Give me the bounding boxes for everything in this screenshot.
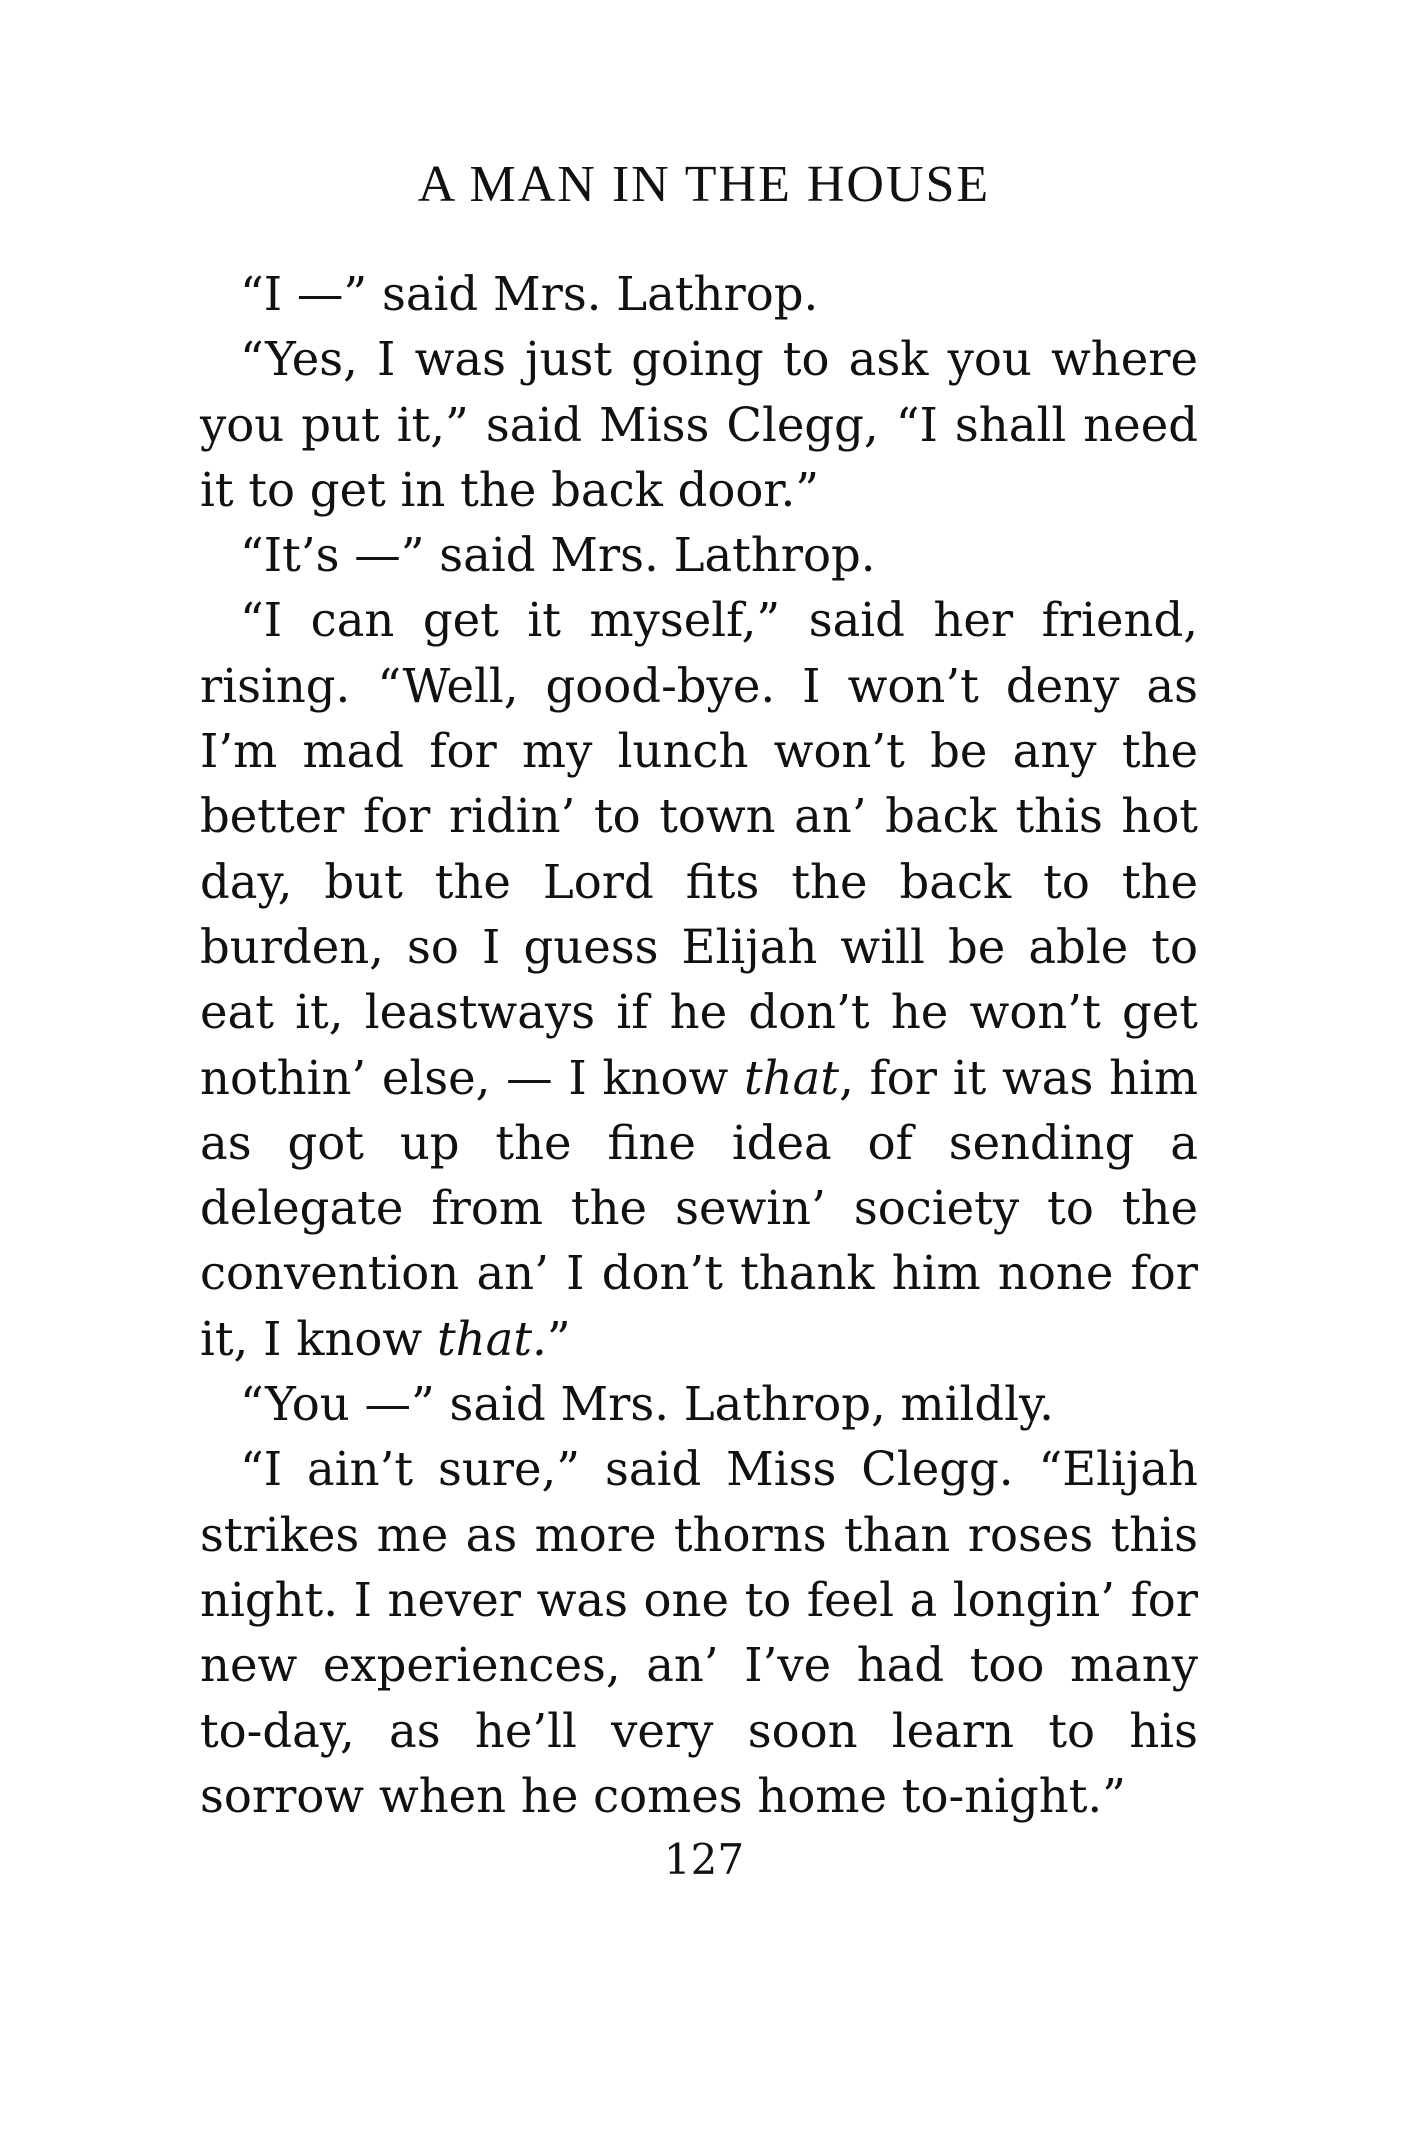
paragraph-1: “I —” said Mrs. Lathrop. bbox=[240, 267, 819, 321]
paragraph-4-part-2: , for it was him as got up the fine idea of sending a delegate from the sewin’ society to the convention an’ I don’t thank him none for it, I know bbox=[200, 1050, 1198, 1366]
body-text bbox=[200, 262, 1198, 1829]
paragraph-4 bbox=[200, 588, 1198, 1372]
page-number: 127 bbox=[663, 1835, 745, 1884]
paragraph-4-part-3: ” bbox=[546, 1311, 571, 1366]
paragraph-4-part-1: “I can get it myself,” said her friend, rising. “Well, good-bye. I won’t deny as I’m mad for my lunch won’t be any the better for ridin’ to town an’ back this hot day, but the Lord fits the back to the burden, so I guess Elijah will be able to eat it, leastways if he don’t he won’t get nothin’ else, — I know bbox=[200, 593, 1198, 1105]
paragraph-4-italic-2: that. bbox=[436, 1311, 547, 1366]
paragraph-5: “You —” said Mrs. Lathrop, mildly. bbox=[240, 1377, 1054, 1432]
paragraph-6: “I ain’t sure,” said Miss Clegg. “Elijah strikes me as more thorns than roses this night. I never was one to feel a longin’ for new experiences, an’ I’ve had too many to-day, as he’ll very soon learn to his sorrow when he comes home to-night.” bbox=[200, 1442, 1198, 1823]
paragraph-3: “It’s —” said Mrs. Lathrop. bbox=[240, 528, 876, 583]
paragraph-2: “Yes, I was just going to ask you where you put it,” said Miss Clegg, “I shall need it to get in the back door.” bbox=[200, 332, 1198, 517]
running-title: A MAN IN THE HOUSE bbox=[417, 156, 991, 213]
paragraph-4-italic-1: that bbox=[744, 1050, 840, 1105]
